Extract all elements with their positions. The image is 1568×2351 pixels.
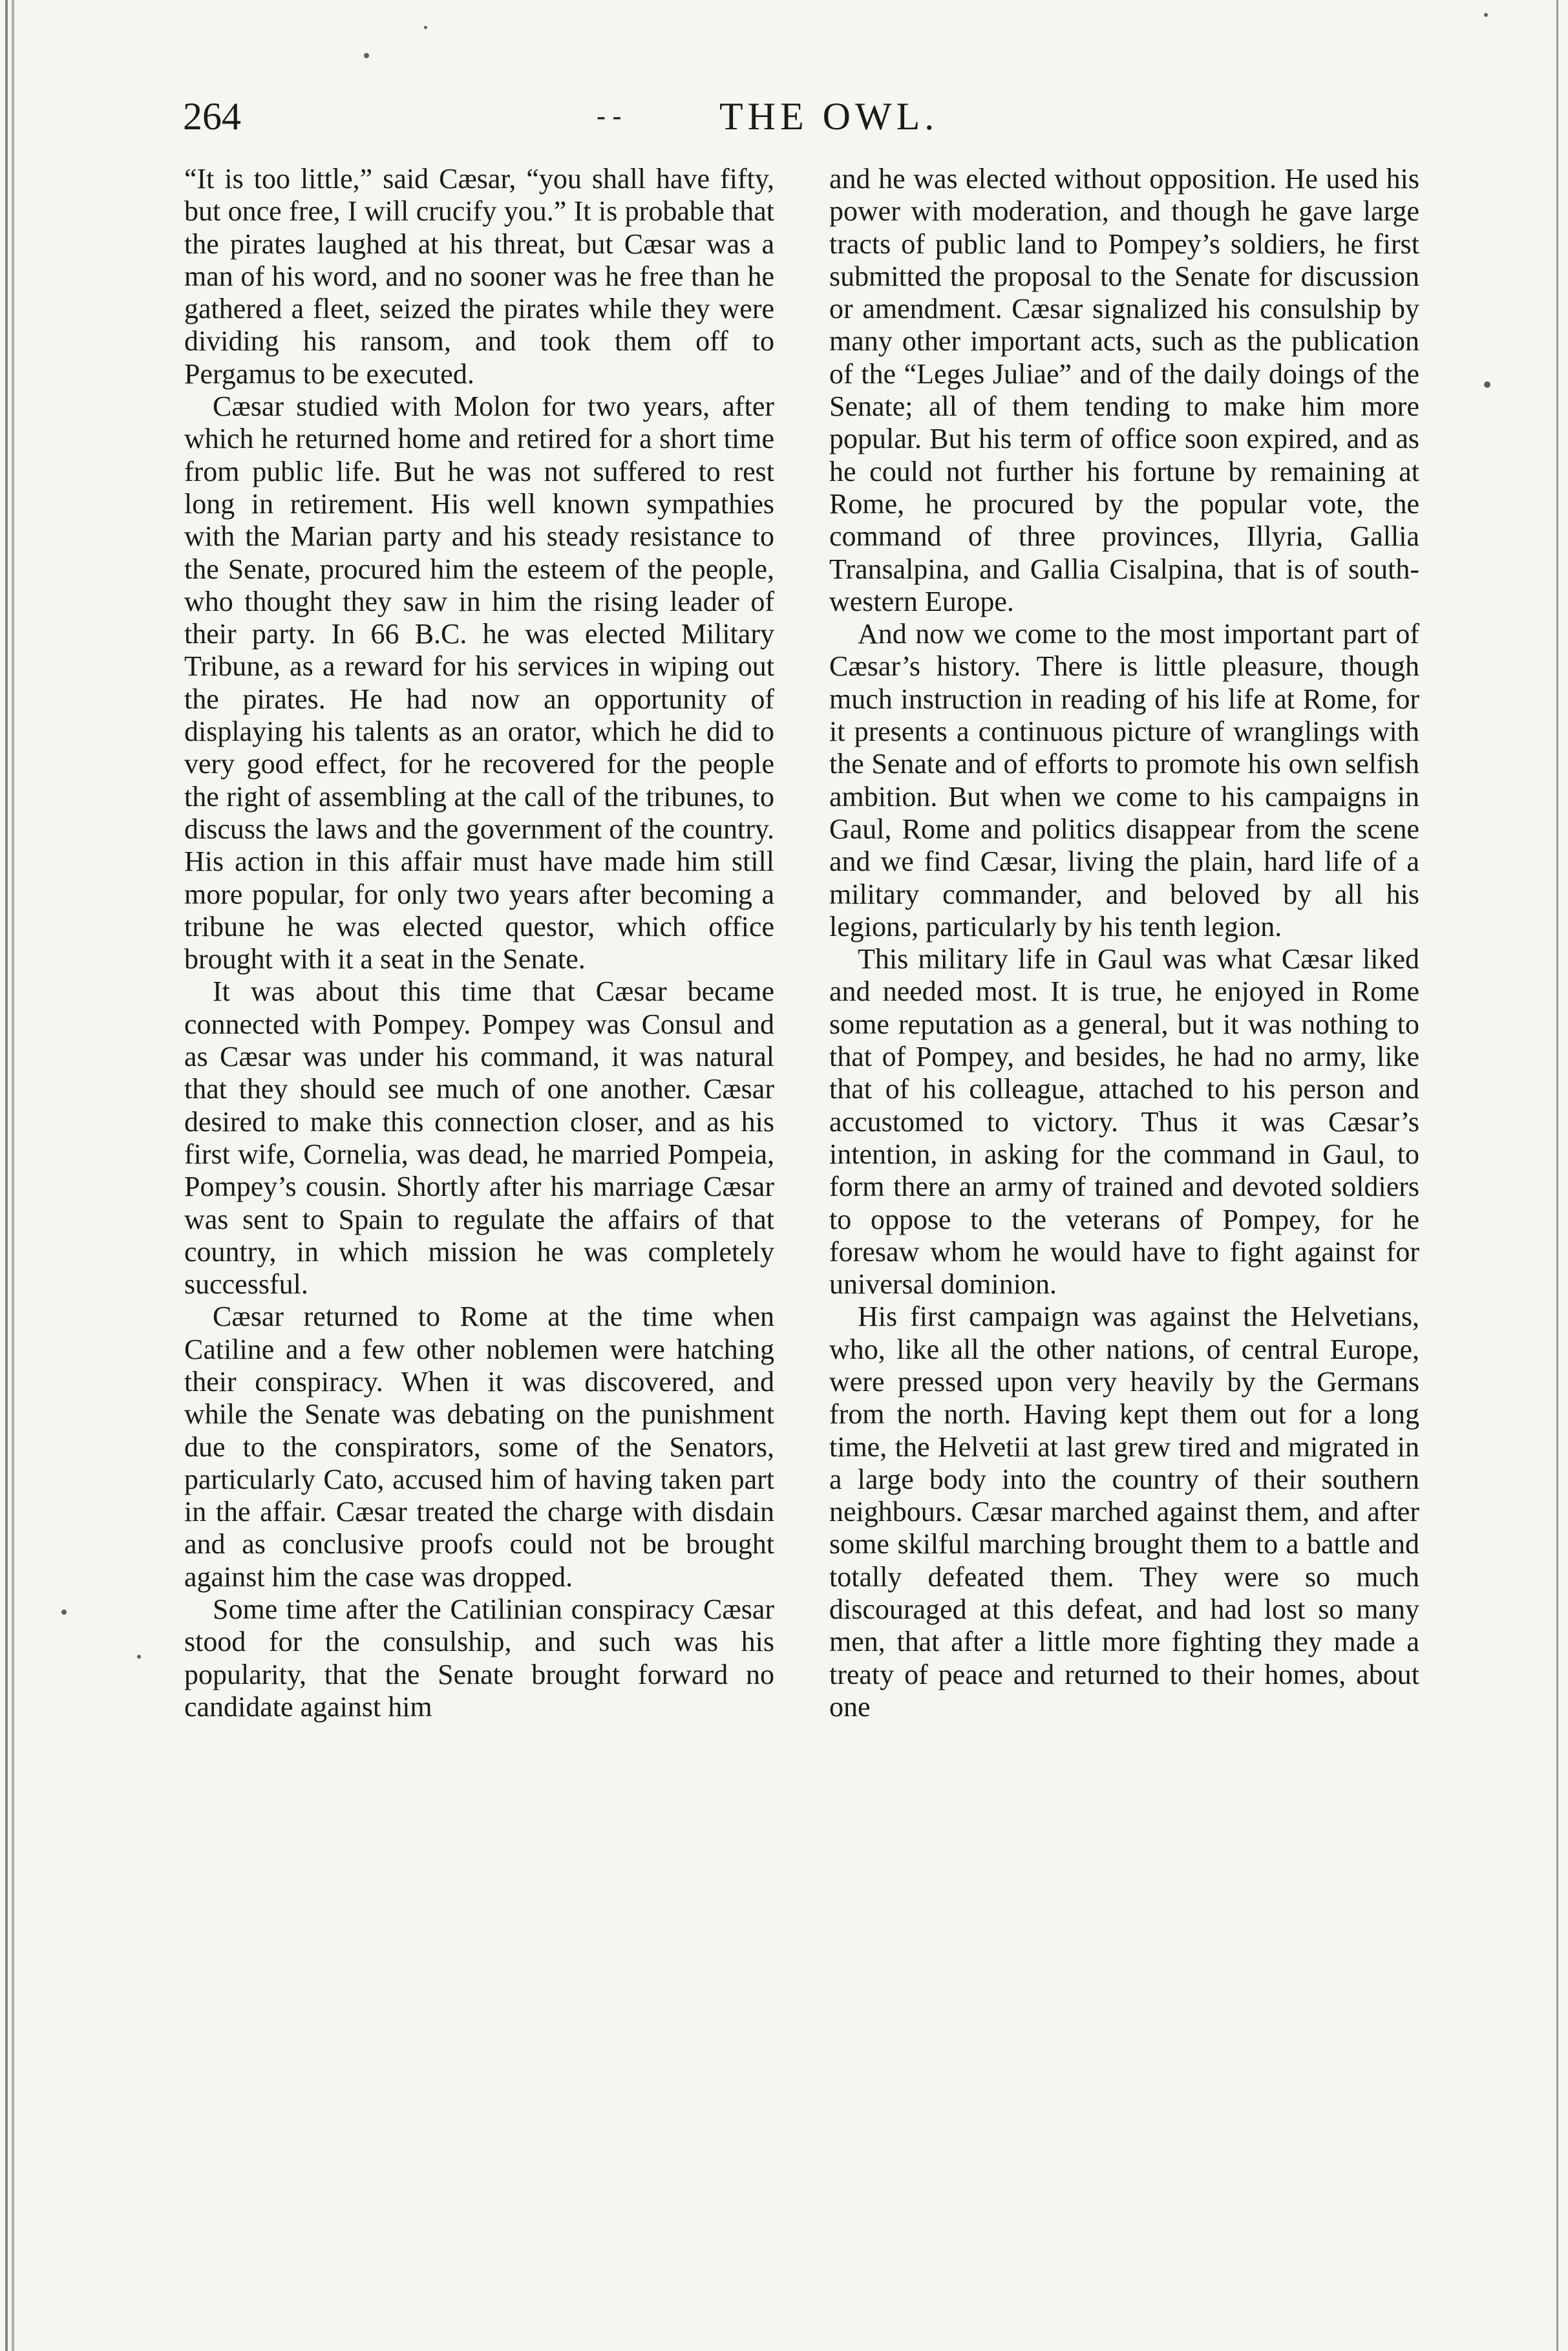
paragraph: And now we come to the most important part of Cæsar’s history. There is little pleasure, though much instruction in reading of his life at Rome, for it presents a continuous picture of wranglings with the Senate and of efforts to promote his own selfish ambition. But when we come to his campaigns in Gaul, Rome and politics disappear from the scene and we find Cæsar, living the plain, hard life of a military commander, and beloved by all his legions, particularly by his tenth legion.: [829, 618, 1419, 942]
paragraph: This military life in Gaul was what Cæsar liked and needed most. It is true, he enjoyed in Rome some reputation as a general, but it was nothing to that of Pompey, and besides, he had no army, like that of his colleague, attached to his person and accustomed to victory. Thus it was Cæsar’s intention, in asking for the command in Gaul, to form there an army of trained and devoted soldiers to oppose to the veterans of Pompey, for he foresaw whom he would have to fight against for universal dominion.: [829, 943, 1419, 1301]
print-speck: [1484, 381, 1490, 388]
paragraph: It was about this time that Cæsar became connected with Pompey. Pompey was Consul and as Cæsar was under his command, it was natural that they should see much of one another. Cæsar desired to make this connection closer, and as his first wife, Cornelia, was dead, he married Pompeia, Pompey’s cousin. Shortly after his marriage Cæsar was sent to Spain to regulate the affairs of that country, in which mission he was completely successful.: [184, 975, 774, 1301]
page-number: 264: [183, 95, 241, 138]
right-column: [829, 163, 1419, 2296]
binding-edge-line: [5, 0, 8, 2351]
paragraph: Cæsar returned to Rome at the time when Catiline and a few other noblemen were hatching their conspiracy. When it was discovered, and while the Senate was debating on the punishment due to the conspirators, some of the Senators, particularly Cato, accused him of having taken part in the affair. Cæsar treated the charge with disdain and as conclusive proofs could not be brought against him the case was dropped.: [184, 1301, 774, 1593]
paragraph: His first campaign was against the Helvetians, who, like all the other nations, of central Europe, were pressed upon very heavily by the Germans from the north. Having kept them out for a long time, the Helvetii at last grew tired and migrated in a large body into the country of their southern neighbours. Cæsar marched against them, and after some skilful marching brought them to a battle and totally defeated them. They were so much discouraged at this defeat, and had lost so many men, that after a little more fighting they made a treaty of peace and returned to their homes, about one: [829, 1301, 1419, 1723]
binding-edge-line: [1556, 0, 1558, 2351]
running-title: THE OWL.: [719, 95, 939, 138]
binding-edge-line: [12, 0, 14, 2351]
header-marks: - -: [597, 101, 622, 131]
paragraph: Cæsar studied with Molon for two years, after which he returned home and retired for a short time from public life. But he was not suffered to rest long in retirement. His well known sympathies with the Marian party and his steady resistance to the Senate, procured him the esteem of the people, who thought they saw in him the rising leader of their party. In 66 B.C. he was elected Military Tribune, as a reward for his services in wiping out the pirates. He had now an opportunity of displaying his talents as an orator, which he did to very good effect, for he recovered for the people the right of assembling at the call of the tribunes, to discuss the laws and the government of the country. His action in this affair must have made him still more popular, for only two years after becoming a tribune he was elected questor, which office brought with it a seat in the Senate.: [184, 390, 774, 975]
paragraph: “It is too little,” said Cæsar, “you shall have fifty, but once free, I will crucify you.” It is probable that the pirates laughed at his threat, but Cæsar was a man of his word, and no sooner was he free than he gathered a fleet, seized the pirates while they were dividing his ransom, and took them off to Pergamus to be executed.: [184, 163, 774, 390]
left-column: [184, 163, 774, 2296]
print-speck: [137, 1655, 141, 1659]
print-speck: [364, 53, 369, 58]
print-speck: [61, 1610, 67, 1615]
paragraph: Some time after the Catilinian conspiracy Cæsar stood for the consulship, and such was his popularity, that the Senate brought forward no candidate against him: [184, 1593, 774, 1723]
paragraph: and he was elected without opposition. He used his power with moderation, and though he gave large tracts of public land to Pompey’s soldiers, he first submitted the proposal to the Senate for discussion or amendment. Cæsar signalized his consulship by many other important acts, such as the publication of the “Leges Juliae” and of the daily doings of the Senate; all of them tending to make him more popular. But his term of office soon expired, and as he could not further his fortune by remaining at Rome, he procured by the popular vote, the command of three provinces, Illyria, Gallia Transalpina, and Gallia Cisalpina, that is of south-western Europe.: [829, 163, 1419, 617]
page-header: [183, 90, 1398, 142]
print-speck: [1484, 13, 1488, 17]
print-speck: [424, 26, 427, 29]
